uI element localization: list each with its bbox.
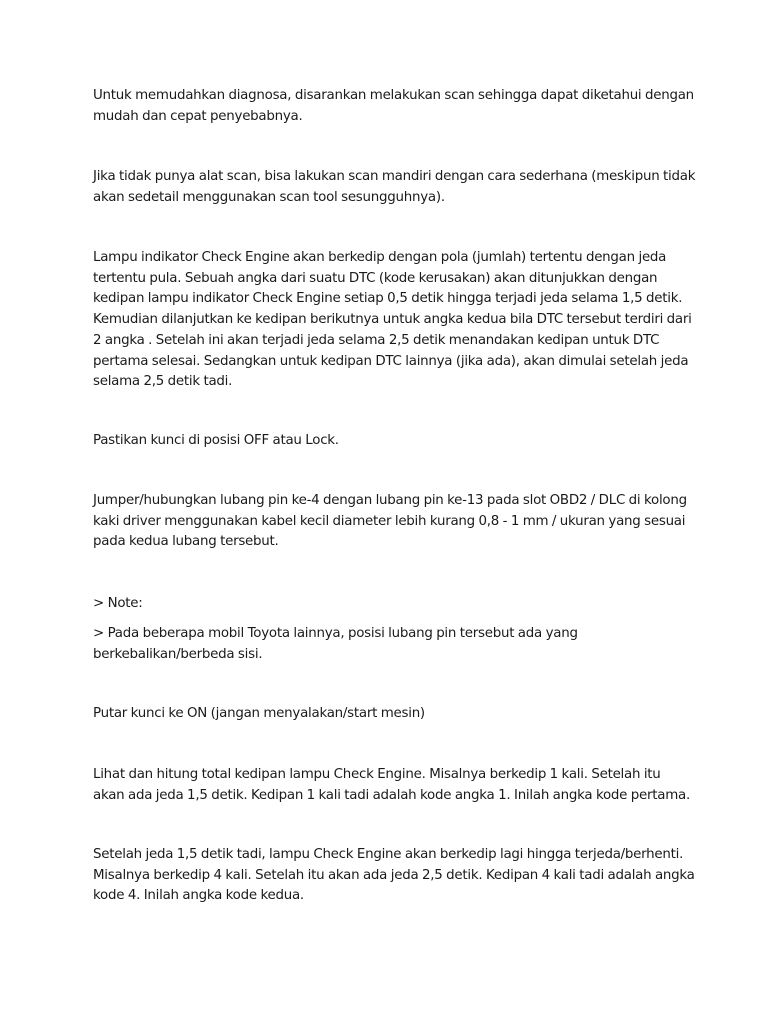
text-line: pada kedua lubang tersebut. bbox=[93, 534, 279, 550]
paragraph-manual-scan bbox=[93, 167, 696, 208]
text-line: > Note: bbox=[93, 596, 143, 611]
text-line: Setelah jeda 1,5 detik tadi, lampu Check Engine akan berkedip lagi hingga terjeda/berhenti. bbox=[93, 847, 684, 862]
text-line: 2 angka . Setelah ini akan terjadi jeda selama 2,5 detik menandakan kedipan untuk DTC bbox=[93, 332, 660, 348]
paragraph-scan-recommendation bbox=[93, 86, 694, 127]
text-line: Putar kunci ke ON (jangan menyalakan/start mesin) bbox=[93, 706, 425, 721]
paragraph-check-engine-blink-pattern bbox=[93, 248, 692, 393]
text-line: pertama selesai. Sedangkan untuk kedipan DTC lainnya (jika ada), akan dimulai setelah jeda bbox=[93, 353, 689, 369]
text-line: > Pada beberapa mobil Toyota lainnya, posisi lubang pin tersebut ada yang bbox=[93, 626, 578, 641]
paragraph-key-off-step bbox=[93, 431, 683, 452]
text-line: kedipan lampu indikator Check Engine setiap 0,5 detik hingga terjadi jeda selama 1,5 detik. bbox=[93, 291, 683, 307]
text-line: berkebalikan/berbeda sisi. bbox=[93, 646, 263, 662]
text-line: Lampu indikator Check Engine akan berkedip dengan pola (jumlah) tertentu dengan jeda bbox=[93, 250, 667, 265]
text-line: Lihat dan hitung total kedipan lampu Check Engine. Misalnya berkedip 1 kali. Setelah itu bbox=[93, 767, 661, 782]
text-line: tertentu pula. Sebuah angka dari suatu DTC (kode kerusakan) akan ditunjukkan dengan bbox=[93, 270, 658, 286]
text-line: akan sedetail menggunakan scan tool sesungguhnya). bbox=[93, 189, 445, 205]
paragraph-jumper-pins-step bbox=[93, 491, 687, 553]
text-line: Pastikan kunci di posisi OFF atau Lock. bbox=[93, 433, 339, 448]
paragraph-key-on-step bbox=[93, 704, 683, 725]
text-line: mudah dan cepat penyebabnya. bbox=[93, 108, 303, 124]
text-line: Kemudian dilanjutkan ke kedipan berikutnya untuk angka kedua bila DTC tersebut terdiri dari bbox=[93, 312, 692, 328]
text-line: Misalnya berkedip 4 kali. Setelah itu akan ada jeda 2,5 detik. Kedipan 4 kali tadi adalah angka bbox=[93, 867, 695, 883]
text-line: Jika tidak punya alat scan, bisa lakukan scan mandiri dengan cara sederhana (meskipun tidak bbox=[93, 169, 696, 184]
paragraph-second-code-step bbox=[93, 845, 695, 907]
text-line: akan ada jeda 1,5 detik. Kedipan 1 kali tadi adalah kode angka 1. Inilah angka kode pertama. bbox=[93, 787, 690, 803]
paragraph-note-heading bbox=[93, 594, 683, 615]
text-line: Untuk memudahkan diagnosa, disarankan melakukan scan sehingga dapat diketahui dengan bbox=[93, 88, 694, 103]
paragraph-first-code-step bbox=[93, 765, 690, 806]
paragraph-note-body bbox=[93, 624, 683, 665]
text-line: kaki driver menggunakan kabel kecil diameter lebih kurang 0,8 - 1 mm / ukuran yang sesuai bbox=[93, 513, 686, 529]
text-line: Jumper/hubungkan lubang pin ke-4 dengan lubang pin ke-13 pada slot OBD2 / DLC di kolong bbox=[93, 493, 687, 508]
text-line: selama 2,5 detik tadi. bbox=[93, 374, 233, 390]
text-line: kode 4. Inilah angka kode kedua. bbox=[93, 888, 304, 904]
